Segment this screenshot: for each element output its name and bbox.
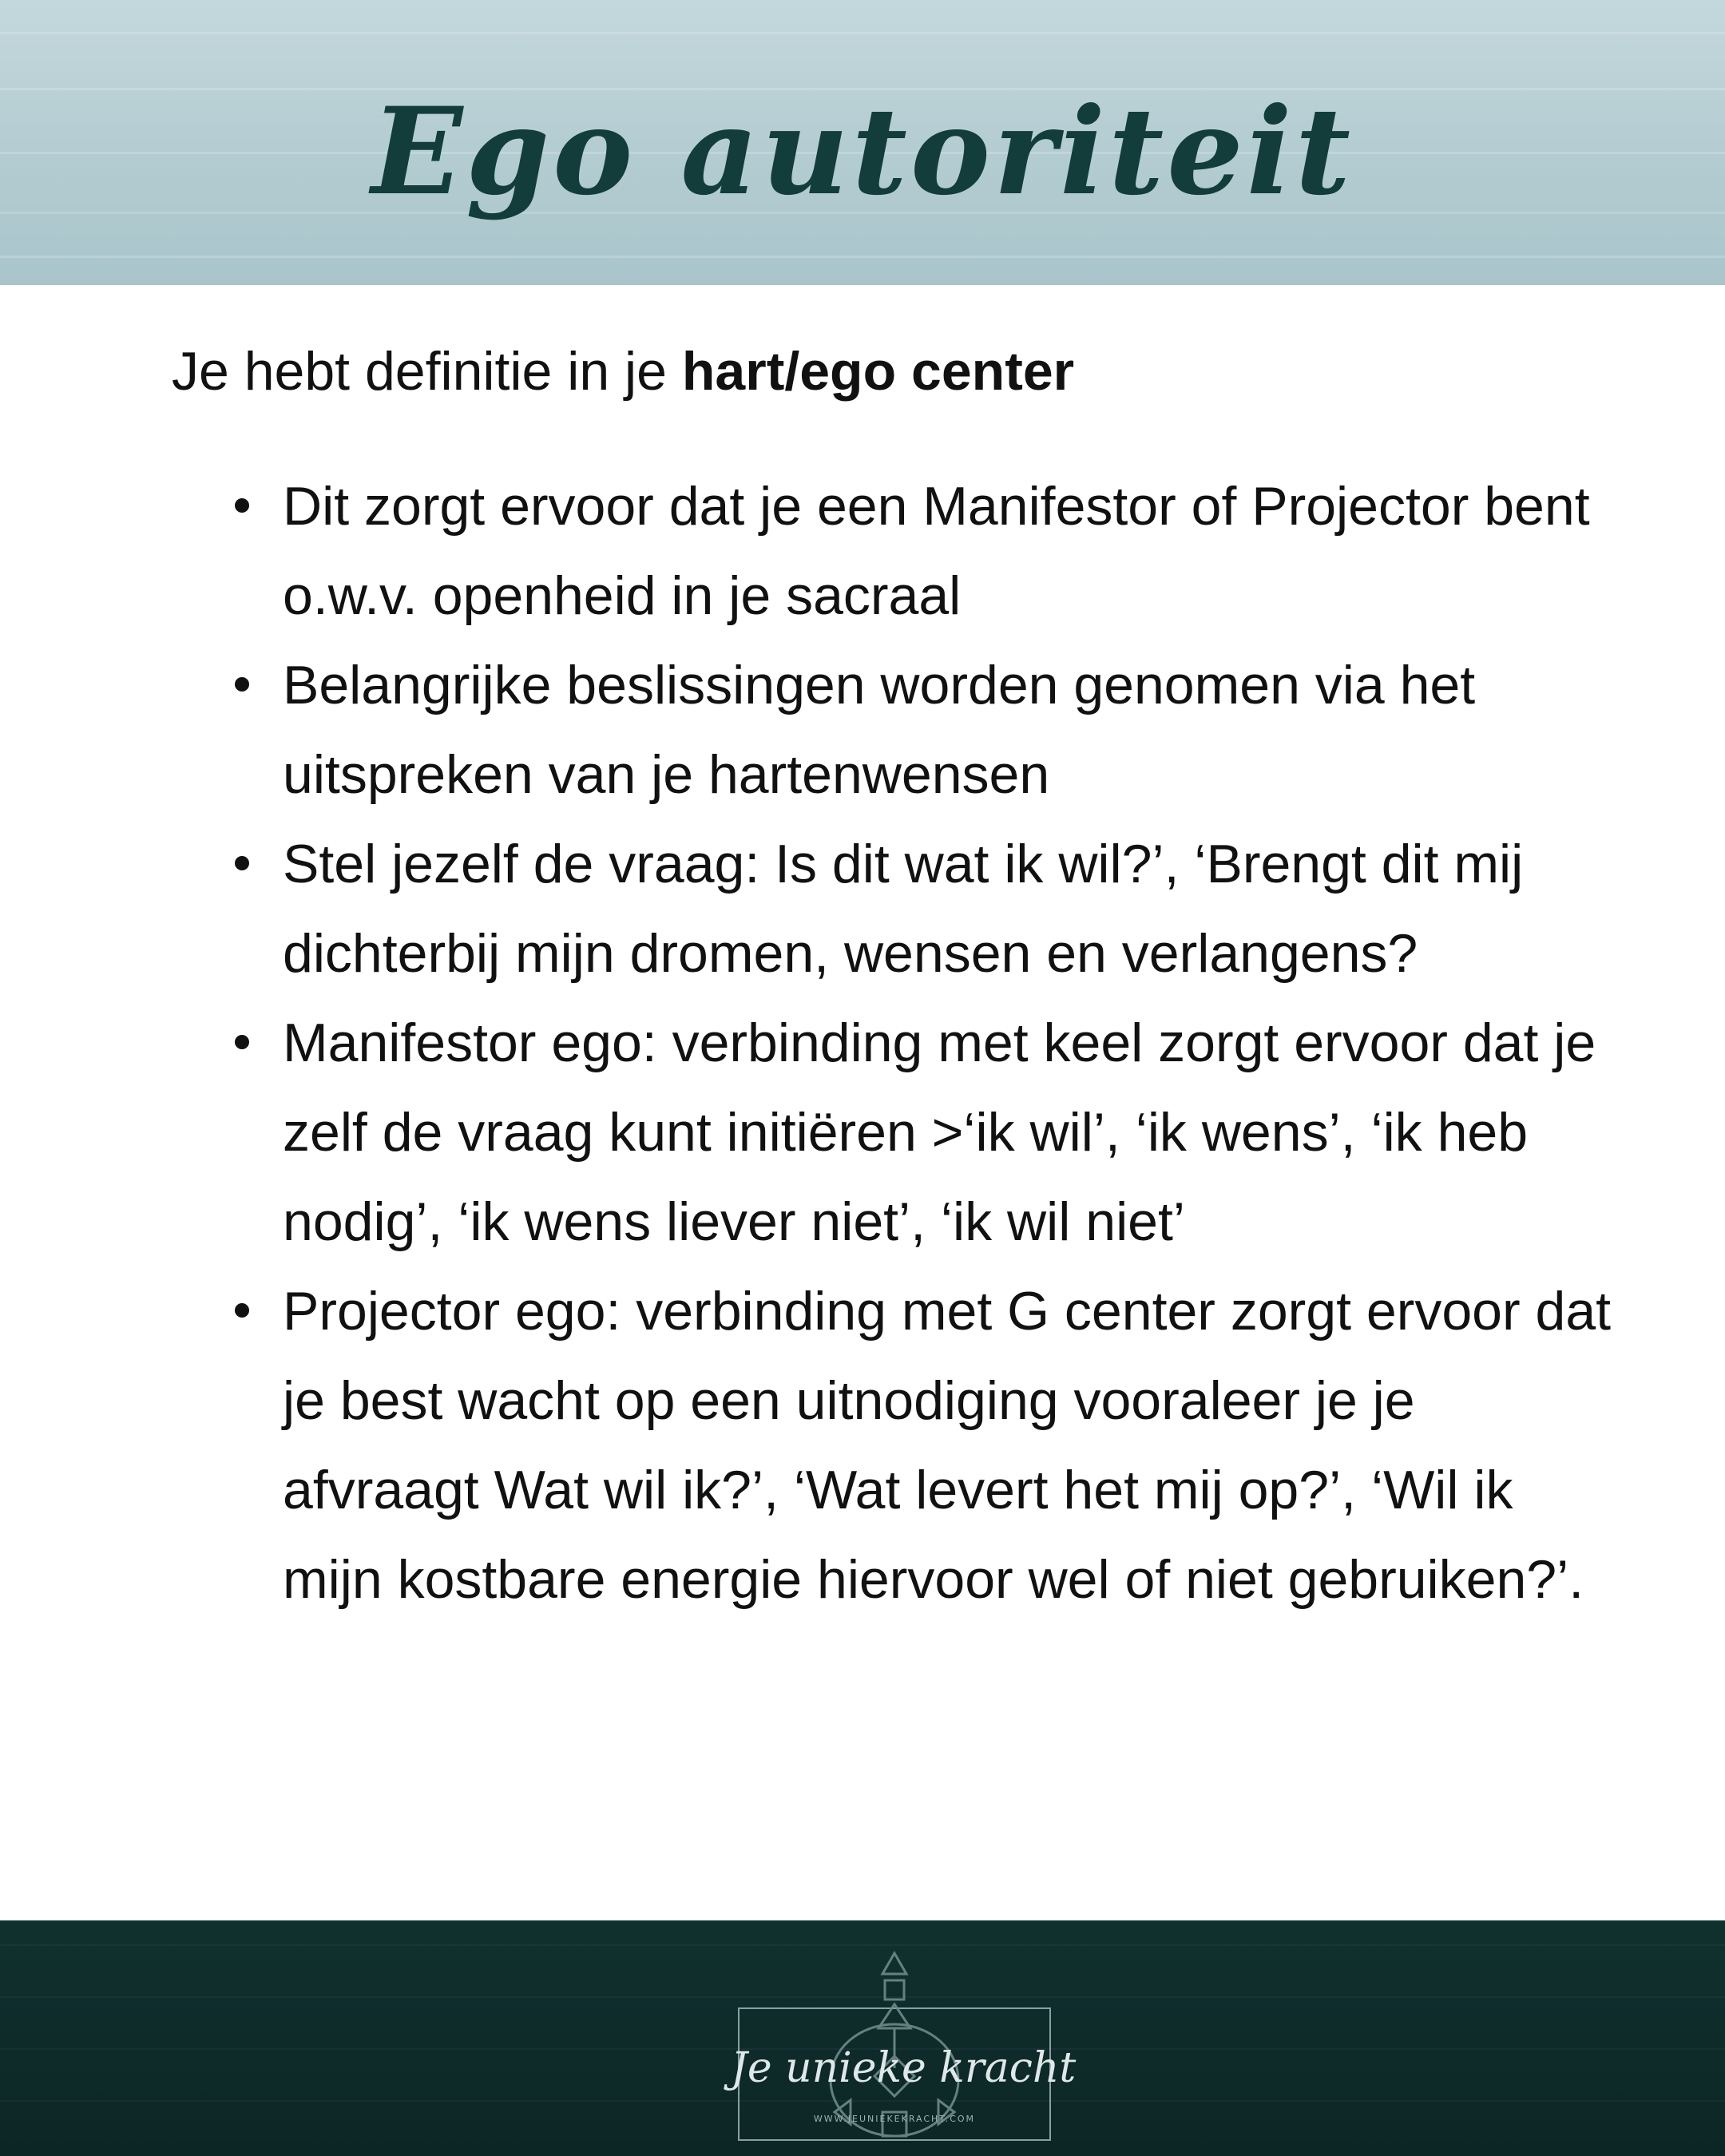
bullet-list: [283, 462, 1624, 1624]
intro-bold: hart/ego center: [681, 341, 1075, 402]
bullet-dot-icon: [235, 1303, 249, 1318]
list-item: [283, 819, 1624, 998]
list-item-text: Stel jezelf de vraag: Is dit wat ik wil?’, ‘Brengt dit mij dichterbij mijn dromen, wensen en verlangens?: [283, 834, 1524, 984]
page-title: Ego autoriteit: [371, 81, 1354, 222]
bullet-dot-icon: [235, 677, 249, 692]
logo-url: WWW.JEUNIEKEKRACHT.COM: [813, 2114, 976, 2124]
bullet-dot-icon: [235, 498, 249, 513]
intro-regular: Je hebt definitie in je: [172, 341, 682, 402]
list-item-text: Belangrijke beslissingen worden genomen via het uitspreken van je hartenwensen: [283, 655, 1476, 805]
list-item-text: Manifestor ego: verbinding met keel zorgt ervoor dat je zelf de vraag kunt initiëren >‘ik wil’, ‘ik wens’, ‘ik heb nodig’, ‘ik wens liever niet’, ‘ik wil niet’: [283, 1013, 1596, 1252]
bullet-dot-icon: [235, 1035, 249, 1049]
header-band: [0, 0, 1725, 285]
list-item: [283, 462, 1624, 640]
logo-wordmark: Je unieke kracht: [731, 2044, 1077, 2092]
intro-text: [172, 339, 1074, 405]
list-item-text: Projector ego: verbinding met G center zorgt ervoor dat je best wacht op een uitnodiging vooraleer je je afvraagt Wat wil ik?’, ‘Wat levert het mij op?’, ‘Wil ik mijn kostbare energie hiervoor wel of niet gebruiken?’.: [283, 1281, 1612, 1610]
list-item-text: Dit zorgt ervoor dat je een Manifestor of Projector bent o.w.v. openheid in je sacraal: [283, 476, 1590, 626]
list-item: [283, 998, 1624, 1266]
brand-logo: [731, 1948, 1077, 2148]
list-item: [283, 1266, 1624, 1624]
bullet-dot-icon: [235, 856, 249, 870]
list-item: [283, 640, 1624, 819]
